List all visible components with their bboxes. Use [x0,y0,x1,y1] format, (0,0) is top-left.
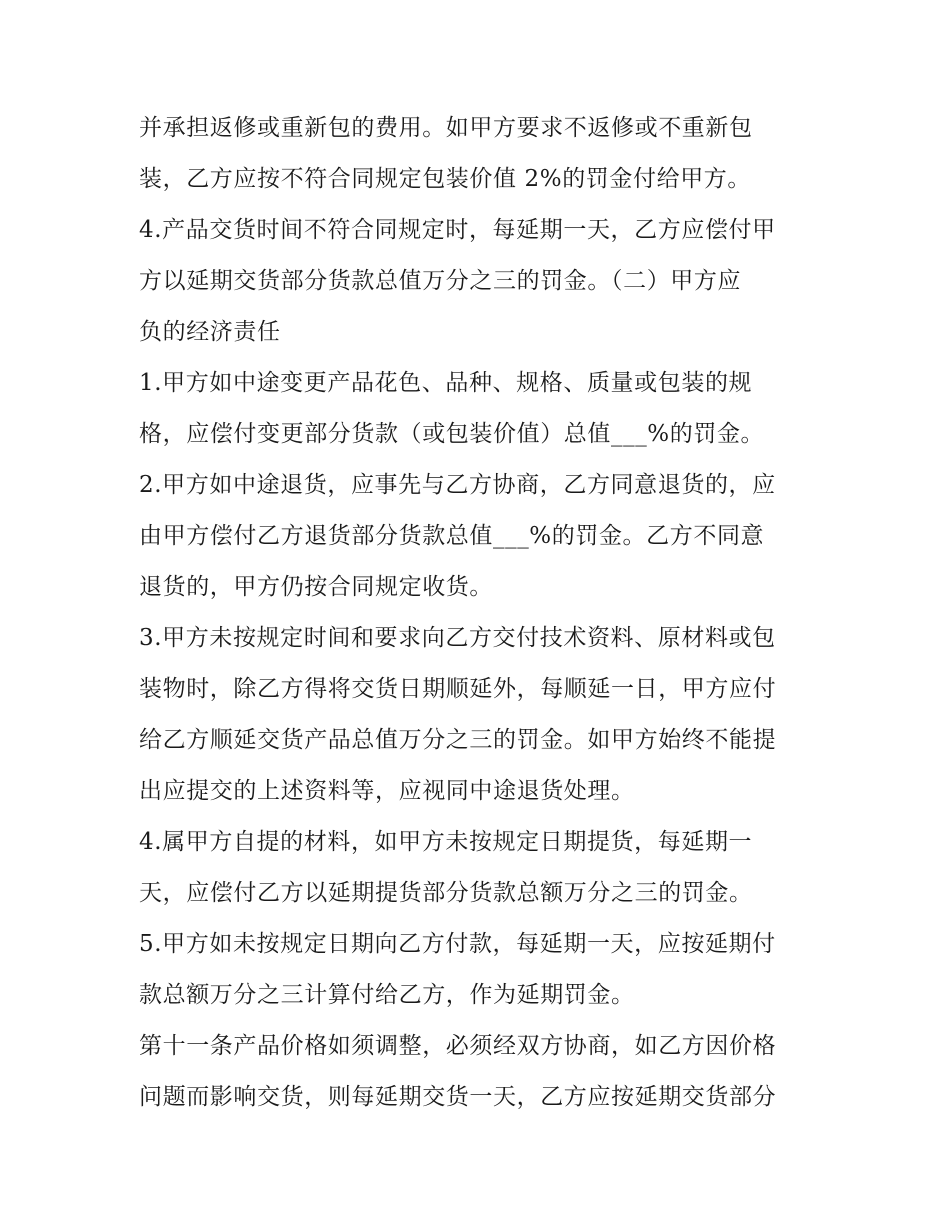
text-line: 3.甲方未按规定时间和要求向乙方交付技术资料、原材料或包 [139,625,776,651]
text-line: 方以延期交货部分货款总值万分之三的罚金。（二）甲方应 [139,268,742,294]
section-heading-line: 负的经济责任 [139,319,281,345]
text-line: 装物时，除乙方得将交货日期顺延外，每顺延一日，甲方应付 [139,676,777,702]
text-line: 4.属甲方自提的材料，如甲方未按规定日期提货，每延期一 [139,829,753,855]
text-line: 4.产品交货时间不符合同规定时，每延期一天，乙方应偿付甲 [139,217,776,243]
text-line: 退货的，甲方仍按合同规定收货。 [139,574,493,600]
text-line: 款总额万分之三计算付给乙方，作为延期罚金。 [139,982,635,1008]
text-line: 装，乙方应按不符合同规定包装价值 2%的罚金付给甲方。 [139,166,751,192]
text-line: 第十一条产品价格如须调整，必须经双方协商，如乙方因价格 [139,1033,777,1059]
text-line: 给乙方顺延交货产品总值万分之三的罚金。如甲方始终不能提 [139,727,777,753]
text-line: 问题而影响交货，则每延期交货一天，乙方应按延期交货部分 [139,1084,777,1110]
document-body [139,103,819,1123]
text-line: 天，应偿付乙方以延期提货部分货款总额万分之三的罚金。 [139,880,753,906]
text-line: 格，应偿付变更部分货款（或包装价值）总值___%的罚金。 [139,421,765,447]
text-line: 并承担返修或重新包的费用。如甲方要求不返修或不重新包 [139,115,753,141]
text-line: 2.甲方如中途退货，应事先与乙方协商，乙方同意退货的，应 [139,472,776,498]
text-line: 5.甲方如未按规定日期向乙方付款，每延期一天，应按延期付 [139,931,776,957]
text-line: 由甲方偿付乙方退货部分货款总值___%的罚金。乙方不同意 [139,523,765,549]
text-line: 1.甲方如中途变更产品花色、品种、规格、质量或包装的规 [139,370,753,396]
text-line: 出应提交的上述资料等，应视同中途退货处理。 [139,778,635,804]
